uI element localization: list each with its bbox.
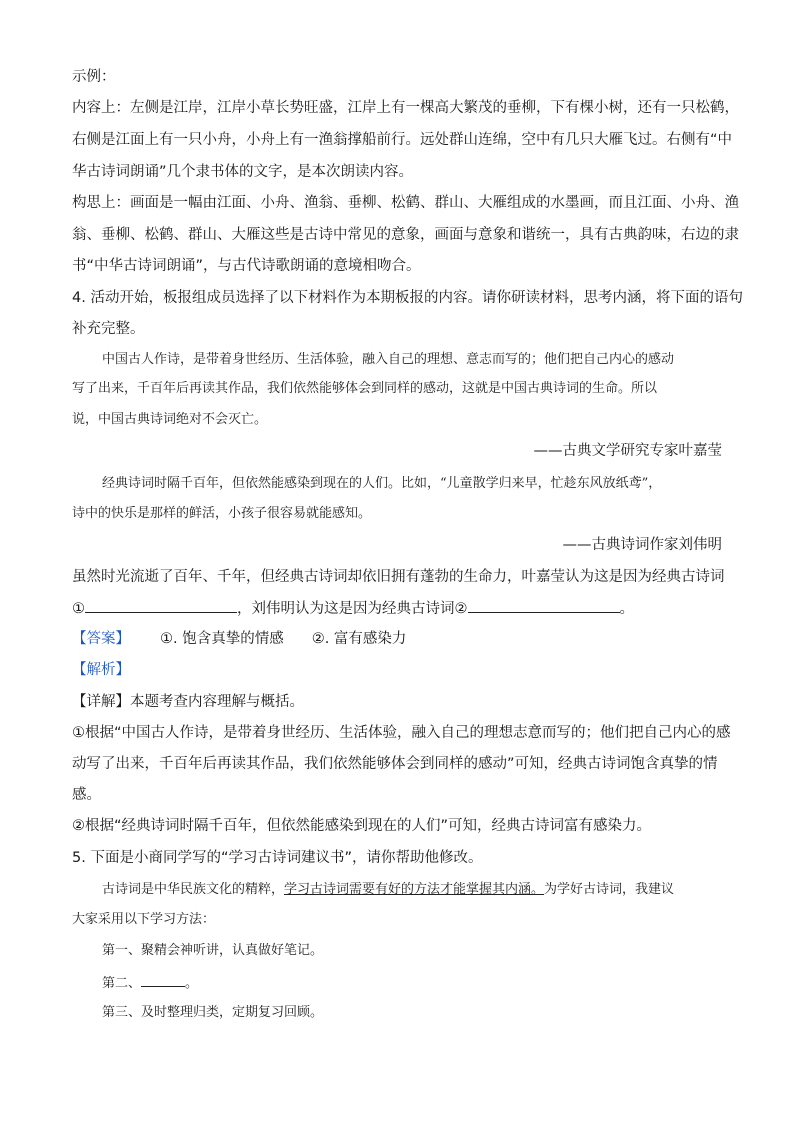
material-1-source: ——古典文学研究专家叶嘉莹	[533, 443, 722, 459]
proposal-item-3: 第三、及时整理归类，定期复习回顾。	[102, 1005, 324, 1020]
example-heading: 示例：	[72, 69, 116, 85]
explanation-1-line-1: ①根据“中国古人作诗，是带着身世经历、生活体验，融入自己的理想志意而写的；他们把自己内心的感	[72, 725, 731, 741]
answer-blank-1[interactable]	[85, 598, 237, 613]
example-concept-line-2: 翁、垂柳、松鹤、群山、大雁这些是古诗中常见的意象，画面与意象和谐统一，具有古典韵味，右边的隶	[72, 227, 739, 243]
example-content-line-2: 右侧是江面上有一只小舟，小舟上有一渔翁撑船前行。远处群山连绵，空中有几只大雁飞过。右侧有“中	[72, 132, 733, 148]
material-2-line-1: 经典诗词时隔千百年，但依然能感染到现在的人们。比如，“儿童散学归来早，忙趁东风放纸鸢”，	[102, 476, 662, 491]
proposal-item-2-end: 。	[185, 976, 199, 991]
explanation-1-line-3: 感。	[72, 787, 101, 803]
q4-stem-line-1: 4. 活动开始，板报组成员选择了以下材料作为本期板报的内容。请你研读材料，思考内涵，将下面的语句	[72, 290, 743, 306]
analysis-tag: 【解析】	[72, 662, 130, 678]
material-1-line-1: 中国古人作诗，是带着身世经历、生活体验，融入自己的理想、意志而写的；他们把自己内心的感动	[102, 352, 675, 367]
material-2-line-2: 诗中的快乐是那样的鲜活，小孩子很容易就能感知。	[72, 506, 372, 521]
example-concept-line-1: 构思上：画面是一幅由江面、小舟、渔翁、垂柳、松鹤、群山、大雁组成的水墨画，而且江面、小舟、渔	[72, 195, 739, 211]
proposal-item-2	[102, 972, 198, 994]
example-concept-line-3: 书“中华古诗词朗诵”，与古代诗歌朗诵的意境相吻合。	[72, 258, 421, 274]
answer-2: ②. 富有感染力	[311, 631, 407, 647]
answer-1: ①. 饱含真挚的情感	[160, 631, 284, 647]
explanation-1-line-2: 动写了出来，千百年后再读其作品，我们依然能够体会到同样的感动”可知，经典古诗词饱含真挚的情	[72, 756, 718, 772]
material-2-source: ——古典诗词作家刘伟明	[562, 537, 722, 553]
example-content-line-3: 华古诗词朗诵”几个隶书体的文字，是本次朗读内容。	[72, 164, 414, 180]
explanation-2: ②根据“经典诗词时隔千百年，但依然能感染到现在的人们”可知，经典古诗词富有感染力。	[72, 818, 652, 834]
answer-blank-2[interactable]	[468, 598, 620, 613]
fill-end-text: 。	[619, 601, 634, 617]
q5-stem: 5. 下面是小商同学写的“学习古诗词建议书”，请你帮助他修改。	[72, 850, 483, 866]
proposal-item-2-label: 第二、	[102, 976, 142, 991]
answer-line	[72, 629, 406, 649]
answer-tag: 【答案】	[72, 631, 130, 647]
proposal-paragraph-2: 大家采用以下学习方法：	[72, 912, 216, 927]
proposal-item-2-blank[interactable]	[141, 972, 185, 987]
q4-fill-line-2	[72, 598, 634, 619]
q4-stem-line-2: 补充完整。	[72, 321, 145, 337]
proposal-p1-end: 为学好古诗词，我建议	[544, 882, 675, 897]
example-content-line-1: 内容上：左侧是江岸，江岸小草长势旺盛，江岸上有一棵高大繁茂的垂柳，下有棵小树，还有一只松鹤，	[72, 100, 739, 116]
material-1-line-2: 写了出来，千百年后再读其作品，我们依然能够体会到同样的感动，这就是中国古典诗词的生命。所以	[72, 381, 658, 396]
proposal-p1-underlined: 学习古诗词需要有好的方法才能掌握其内涵。	[284, 882, 545, 897]
fill-middle-text: ，刘伟明认为这是因为经典古诗词②	[237, 601, 468, 617]
proposal-paragraph-1	[102, 880, 674, 900]
proposal-p1-start: 古诗词是中华民族文化的精粹，	[102, 882, 285, 897]
material-1-line-3: 说，中国古典诗词绝对不会灭亡。	[72, 412, 268, 427]
q4-fill-line-1: 虽然时光流逝了百年、千年，但经典古诗词却依旧拥有蓬勃的生命力，叶嘉莹认为这是因为经典古诗词	[72, 569, 725, 585]
blank-label-1: ①	[72, 601, 85, 617]
proposal-item-1: 第一、聚精会神听讲，认真做好笔记。	[102, 943, 324, 958]
detail-line: 【详解】本题考查内容理解与概括。	[72, 694, 304, 710]
